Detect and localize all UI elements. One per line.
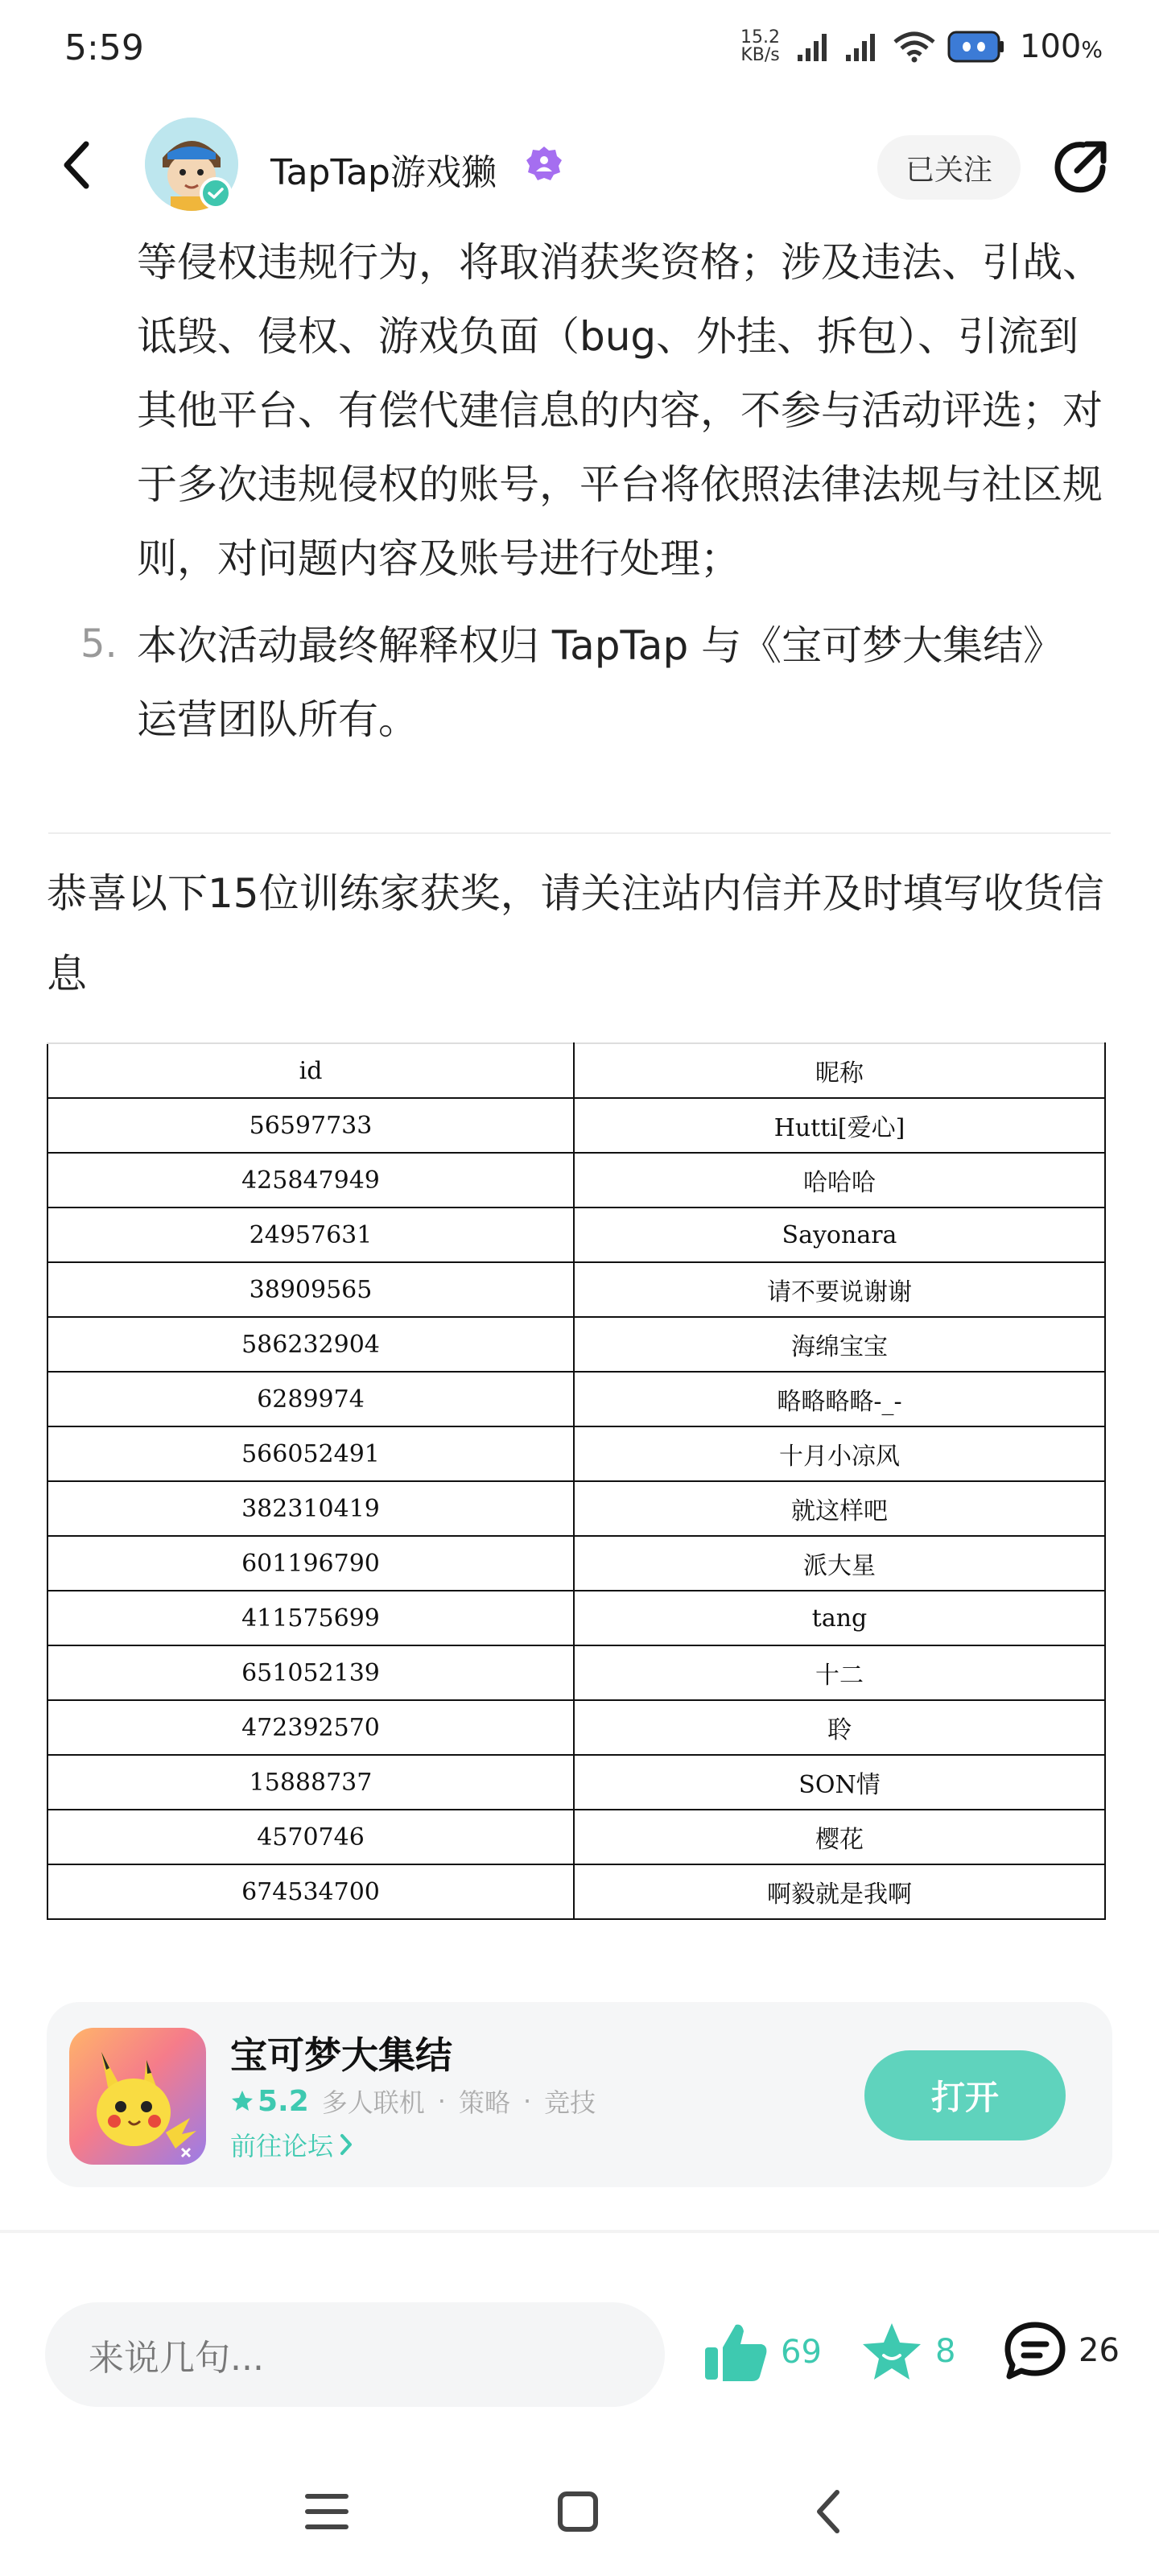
- game-card[interactable]: [47, 2002, 1112, 2187]
- pikachu-icon: [69, 2028, 206, 2165]
- winner-nickname: 十二: [574, 1645, 1105, 1700]
- like-count: 69: [781, 2334, 822, 2371]
- comment-input[interactable]: 来说几句...: [45, 2302, 665, 2407]
- winner-id: 651052139: [47, 1645, 574, 1700]
- tag-separator: ·: [522, 2086, 532, 2116]
- winner-nickname: 啊毅就是我啊: [574, 1864, 1105, 1919]
- winner-nickname: 海绵宝宝: [574, 1317, 1105, 1372]
- column-header-nickname: 昵称: [574, 1043, 1105, 1098]
- game-title[interactable]: 宝可梦大集结: [230, 2033, 452, 2077]
- rule-text: 等侵权违规行为，将取消获奖资格；涉及违法、引战、诋毁、侵权、游戏负面（bug、外挂、拆包）、引流到其他平台、有偿代建信息的内容，不参与活动评选；对于多次违规侵权的账号，平台将依照法律法规与社区规则，对问题内容及账号进行处理；: [137, 239, 1103, 582]
- game-tag: 竞技: [544, 2087, 596, 2118]
- thumbs-up-icon: [702, 2320, 769, 2384]
- post-header: [0, 105, 1159, 225]
- game-meta: [230, 2083, 596, 2120]
- divider: [48, 832, 1111, 834]
- table-row: [47, 1208, 1105, 1262]
- table-row: [47, 1645, 1105, 1700]
- certified-badge-icon: [200, 177, 232, 209]
- favorite-count: 8: [935, 2333, 956, 2370]
- open-game-button[interactable]: 打开: [864, 2050, 1066, 2140]
- winner-nickname: 哈哈哈: [574, 1153, 1105, 1208]
- winner-id: 6289974: [47, 1372, 574, 1426]
- game-rating-value: 5.2: [258, 2084, 309, 2118]
- table-row: [47, 1810, 1105, 1864]
- back-button[interactable]: [48, 137, 105, 193]
- winner-id: 38909565: [47, 1262, 574, 1317]
- table-row: [47, 1700, 1105, 1755]
- star-icon: [230, 2089, 254, 2113]
- winner-nickname: 樱花: [574, 1810, 1105, 1864]
- signal-icon: [796, 31, 833, 63]
- table-header-row: [47, 1043, 1105, 1098]
- back-arrow-icon: [811, 2487, 843, 2536]
- home-button[interactable]: [546, 2479, 610, 2544]
- rule-text: 本次活动最终解释权归 TapTap 与《宝可梦大集结》运营团队所有。: [137, 622, 1064, 743]
- winners-table: [47, 1042, 1106, 1920]
- comment-count: 26: [1079, 2332, 1120, 2369]
- menu-button[interactable]: [295, 2479, 359, 2544]
- share-icon: [1050, 137, 1111, 198]
- column-header-id: id: [47, 1043, 574, 1098]
- table-row: [47, 1153, 1105, 1208]
- network-speed-unit: KB/s: [740, 45, 780, 65]
- divider: [0, 2230, 1159, 2233]
- table-row: [47, 1262, 1105, 1317]
- battery-icon: [947, 30, 1005, 64]
- status-indicators: [740, 24, 1103, 69]
- bottom-action-bar: [0, 2278, 1159, 2407]
- winners-announcement: 恭喜以下15位训练家获奖，请关注站内信并及时填写收货信息: [47, 870, 1104, 997]
- game-tag: 策略: [458, 2087, 510, 2118]
- wifi-icon: [893, 31, 936, 63]
- comment-button[interactable]: [1003, 2320, 1120, 2381]
- table-row: [47, 1591, 1105, 1645]
- table-row: [47, 1755, 1105, 1810]
- comment-bubble-icon: [1003, 2320, 1067, 2381]
- winner-nickname: SON情: [574, 1755, 1105, 1810]
- winner-nickname: 就这样吧: [574, 1481, 1105, 1536]
- winner-id: 4570746: [47, 1810, 574, 1864]
- winner-id: 674534700: [47, 1864, 574, 1919]
- winner-id: 566052491: [47, 1426, 574, 1481]
- author-name[interactable]: TapTap游戏獭: [270, 152, 497, 193]
- table-row: [47, 1536, 1105, 1591]
- favorite-button[interactable]: [860, 2320, 955, 2383]
- forum-link-label: 前往论坛: [230, 2131, 334, 2161]
- tag-separator: ·: [437, 2086, 446, 2116]
- game-icon[interactable]: [69, 2028, 206, 2165]
- winner-id: 586232904: [47, 1317, 574, 1372]
- winner-nickname: 略略略略-_-: [574, 1372, 1105, 1426]
- system-back-button[interactable]: [795, 2479, 860, 2544]
- winner-id: 601196790: [47, 1536, 574, 1591]
- winner-id: 425847949: [47, 1153, 574, 1208]
- chevron-right-icon: [338, 2132, 354, 2157]
- winner-nickname: 聆: [574, 1700, 1105, 1755]
- follow-button[interactable]: 已关注: [877, 135, 1021, 200]
- network-speed-value: 15.2: [740, 27, 781, 47]
- winner-id: 56597733: [47, 1098, 574, 1153]
- verified-icon: [525, 145, 563, 184]
- back-arrow-icon: [60, 139, 93, 191]
- like-button[interactable]: [702, 2320, 822, 2384]
- winner-id: 24957631: [47, 1208, 574, 1262]
- network-speed: [740, 29, 780, 64]
- status-time: 5:59: [64, 27, 144, 68]
- winner-id: 411575699: [47, 1591, 574, 1645]
- system-nav-bar: [0, 2455, 1159, 2576]
- table-row: [47, 1426, 1105, 1481]
- winner-nickname: 请不要说谢谢: [574, 1262, 1105, 1317]
- menu-icon: [304, 2491, 349, 2532]
- winner-nickname: Sayonara: [574, 1208, 1105, 1262]
- home-square-icon: [556, 2490, 600, 2533]
- signal-icon: [844, 31, 881, 63]
- winner-nickname: tang: [574, 1591, 1105, 1645]
- forum-link[interactable]: [230, 2126, 354, 2163]
- share-button[interactable]: [1046, 134, 1114, 201]
- winner-id: 15888737: [47, 1755, 574, 1810]
- status-bar: [0, 0, 1159, 97]
- table-row: [47, 1317, 1105, 1372]
- table-row: [47, 1481, 1105, 1536]
- table-row: [47, 1098, 1105, 1153]
- rule-number: 5.: [80, 621, 118, 667]
- winner-nickname: 十月小凉风: [574, 1426, 1105, 1481]
- table-row: [47, 1372, 1105, 1426]
- winner-id: 472392570: [47, 1700, 574, 1755]
- game-rating: [230, 2085, 309, 2118]
- table-row: [47, 1864, 1105, 1919]
- star-icon: [860, 2320, 924, 2383]
- winner-id: 382310419: [47, 1481, 574, 1536]
- winner-nickname: Hutti[爱心]: [574, 1098, 1105, 1153]
- battery-level: 100%: [1020, 28, 1103, 65]
- game-tag: 多人联机: [321, 2087, 425, 2118]
- winner-nickname: 派大星: [574, 1536, 1105, 1591]
